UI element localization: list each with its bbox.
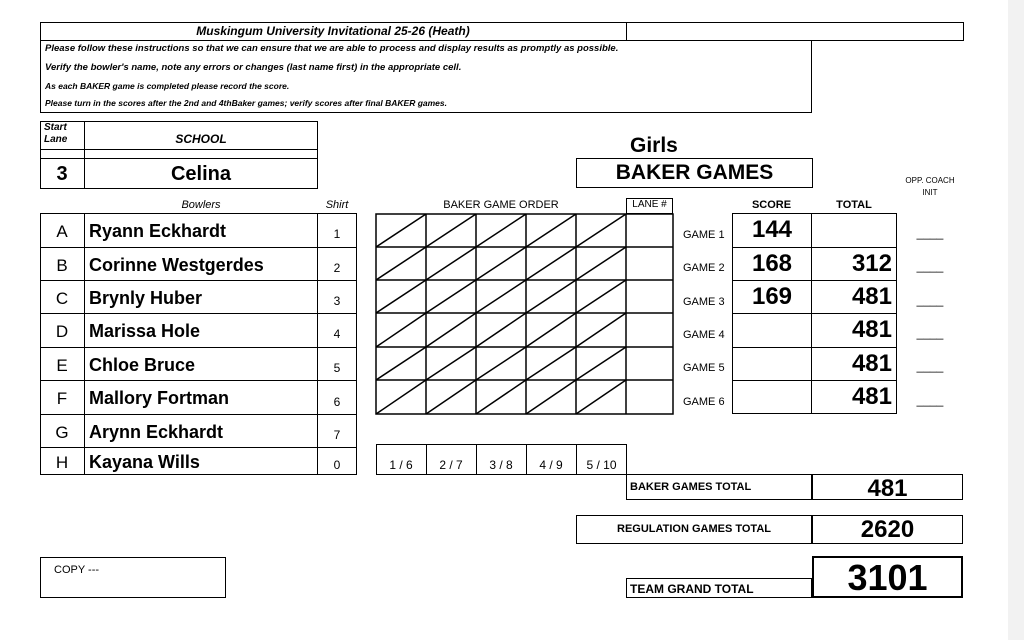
bowler-shirt: 4: [333, 327, 341, 341]
baker-games-title: BAKER GAMES: [615, 161, 774, 184]
bowler-shirt: 5: [333, 361, 341, 375]
bowler-letter: F: [56, 389, 68, 408]
opp-coach-init: ____: [916, 293, 944, 307]
baker-cell-slash: [476, 313, 526, 347]
game-score: 144: [751, 216, 793, 243]
baker-cell-slash: [376, 247, 426, 280]
game-label: GAME 2: [683, 262, 725, 274]
bowler-name: Corinne Westgerdes: [89, 255, 264, 275]
baker-cell-slash: [376, 380, 426, 414]
bowler-shirt: 7: [333, 428, 341, 442]
event-title: Muskingum University Invitational 25-26 (Heath): [196, 24, 470, 38]
score-row-line: [732, 347, 897, 348]
bowler-name: Arynn Eckhardt: [89, 422, 224, 442]
bowler-letter: E: [56, 356, 68, 375]
start-lane-value: 3: [56, 163, 68, 185]
score-row-line: [732, 280, 897, 281]
baker-cell-slash: [576, 380, 626, 414]
bowler-row-line: [40, 347, 357, 348]
baker-cell-slash: [476, 380, 526, 414]
bowler-name: Marissa Hole: [89, 321, 201, 341]
game-label: GAME 3: [683, 296, 725, 308]
game-score: 168: [751, 250, 793, 277]
bowler-row-line: [40, 280, 357, 281]
baker-cell-slash: [376, 347, 426, 380]
bowler-letter: B: [56, 256, 68, 275]
game-label: GAME 5: [683, 362, 725, 374]
baker-cell-slash: [376, 313, 426, 347]
bowler-letter: H: [55, 453, 69, 472]
running-total: 312: [851, 250, 892, 277]
running-total: 481: [851, 316, 892, 343]
score-row-line: [732, 380, 897, 381]
start-line-2: [40, 158, 318, 159]
instruction-line-1: Please follow these instructions so that we can ensure that we are able to process and display results as promptly as possible.: [45, 43, 619, 54]
opp-coach-init: ____: [916, 393, 944, 407]
frame-pair: 5 / 10: [586, 458, 617, 472]
start-line-1: [40, 149, 318, 150]
school-value: Celina: [170, 163, 232, 185]
opp-coach-init: ____: [916, 259, 944, 273]
bowler-shirt: 2: [333, 261, 341, 275]
bowler-shirt: 0: [333, 458, 341, 472]
grand-total-value: 3101: [847, 557, 928, 598]
baker-cell-slash: [576, 214, 626, 247]
bowler-row-line: [40, 414, 357, 415]
title-divider: [626, 22, 627, 41]
game-score: 169: [751, 283, 793, 310]
regulation-total-label: REGULATION GAMES TOTAL: [617, 523, 771, 535]
instruction-line-4: Please turn in the scores after the 2nd and 4thBaker games; verify scores after final BAKER games.: [45, 98, 448, 108]
bowler-letter: A: [56, 222, 68, 241]
school-label: SCHOOL: [175, 132, 227, 146]
baker-cell-slash: [426, 280, 476, 313]
baker-cell-slash: [576, 247, 626, 280]
score-header: SCORE: [751, 199, 792, 211]
game-label: GAME 1: [683, 229, 725, 241]
baker-cell-slash: [376, 214, 426, 247]
baker-cell-slash: [476, 280, 526, 313]
bowler-letter: C: [55, 289, 69, 308]
bowler-name: Mallory Fortman: [89, 388, 230, 408]
baker-cell-slash: [376, 280, 426, 313]
bowler-shirt: 1: [333, 227, 341, 241]
baker-cell-slash: [526, 280, 576, 313]
regulation-total-value: 2620: [860, 516, 915, 543]
baker-cell-slash: [426, 247, 476, 280]
total-header: TOTAL: [836, 199, 872, 211]
frame-pair: 3 / 8: [489, 458, 513, 472]
copy-label: COPY ---: [54, 564, 100, 576]
baker-order-grid: [374, 212, 676, 416]
opp-coach-init: ____: [916, 226, 944, 240]
lane-label: Lane: [44, 134, 68, 145]
baker-total-value: 481: [867, 475, 908, 502]
baker-cell-slash: [576, 347, 626, 380]
baker-total-label: BAKER GAMES TOTAL: [630, 481, 752, 493]
bowler-row-line: [40, 247, 357, 248]
baker-cell-slash: [576, 313, 626, 347]
baker-cell-slash: [476, 347, 526, 380]
baker-cell-slash: [426, 214, 476, 247]
bowler-name: Brynly Huber: [89, 288, 203, 308]
baker-cell-slash: [526, 313, 576, 347]
start-label: Start: [44, 122, 67, 133]
baker-cell-slash: [476, 247, 526, 280]
bowler-shirt: 6: [333, 395, 341, 409]
instruction-line-2: Verify the bowler's name, note any errors or changes (last name first) in the appropriate cell.: [45, 62, 462, 73]
baker-cell-slash: [526, 214, 576, 247]
bowler-row-line: [40, 313, 357, 314]
bowler-letter: D: [55, 322, 69, 341]
opp-coach-init: ____: [916, 359, 944, 373]
bowler-name: Chloe Bruce: [89, 355, 196, 375]
lane-header: LANE #: [632, 199, 667, 210]
running-total: 481: [851, 283, 892, 310]
baker-cell-slash: [526, 247, 576, 280]
baker-cell-slash: [476, 214, 526, 247]
baker-cell-slash: [526, 347, 576, 380]
bowler-row-line: [40, 447, 357, 448]
baker-cell-slash: [526, 380, 576, 414]
bowler-row-line: [40, 380, 357, 381]
frame-pair: 1 / 6: [389, 458, 413, 472]
bowler-name: Kayana Wills: [89, 452, 200, 472]
letter-divider: [84, 213, 85, 475]
shirt-header: Shirt: [325, 199, 349, 211]
score-row-line: [732, 313, 897, 314]
opp-coach-init: ____: [916, 326, 944, 340]
game-label: GAME 6: [683, 396, 725, 408]
baker-cell-slash: [576, 280, 626, 313]
baker-cell-slash: [426, 313, 476, 347]
opp-coach-label: OPP. COACH INIT: [905, 176, 955, 197]
bowlers-header: Bowlers: [181, 199, 221, 211]
score-row-line: [732, 247, 897, 248]
running-total: 481: [851, 383, 892, 410]
grand-total-label: TEAM GRAND TOTAL: [630, 582, 754, 596]
instruction-line-3: As each BAKER game is completed please record the score.: [45, 81, 290, 91]
bowler-shirt: 3: [333, 294, 341, 308]
bowler-letter: G: [55, 423, 69, 442]
bowler-name: Ryann Eckhardt: [89, 221, 227, 241]
division-label: Girls: [630, 134, 678, 157]
frame-pair: 2 / 7: [439, 458, 463, 472]
frame-pair: 4 / 9: [539, 458, 563, 472]
baker-cell-slash: [426, 380, 476, 414]
baker-cell-slash: [426, 347, 476, 380]
game-label: GAME 4: [683, 329, 725, 341]
baker-order-header: BAKER GAME ORDER: [443, 199, 559, 211]
running-total: 481: [851, 350, 892, 377]
